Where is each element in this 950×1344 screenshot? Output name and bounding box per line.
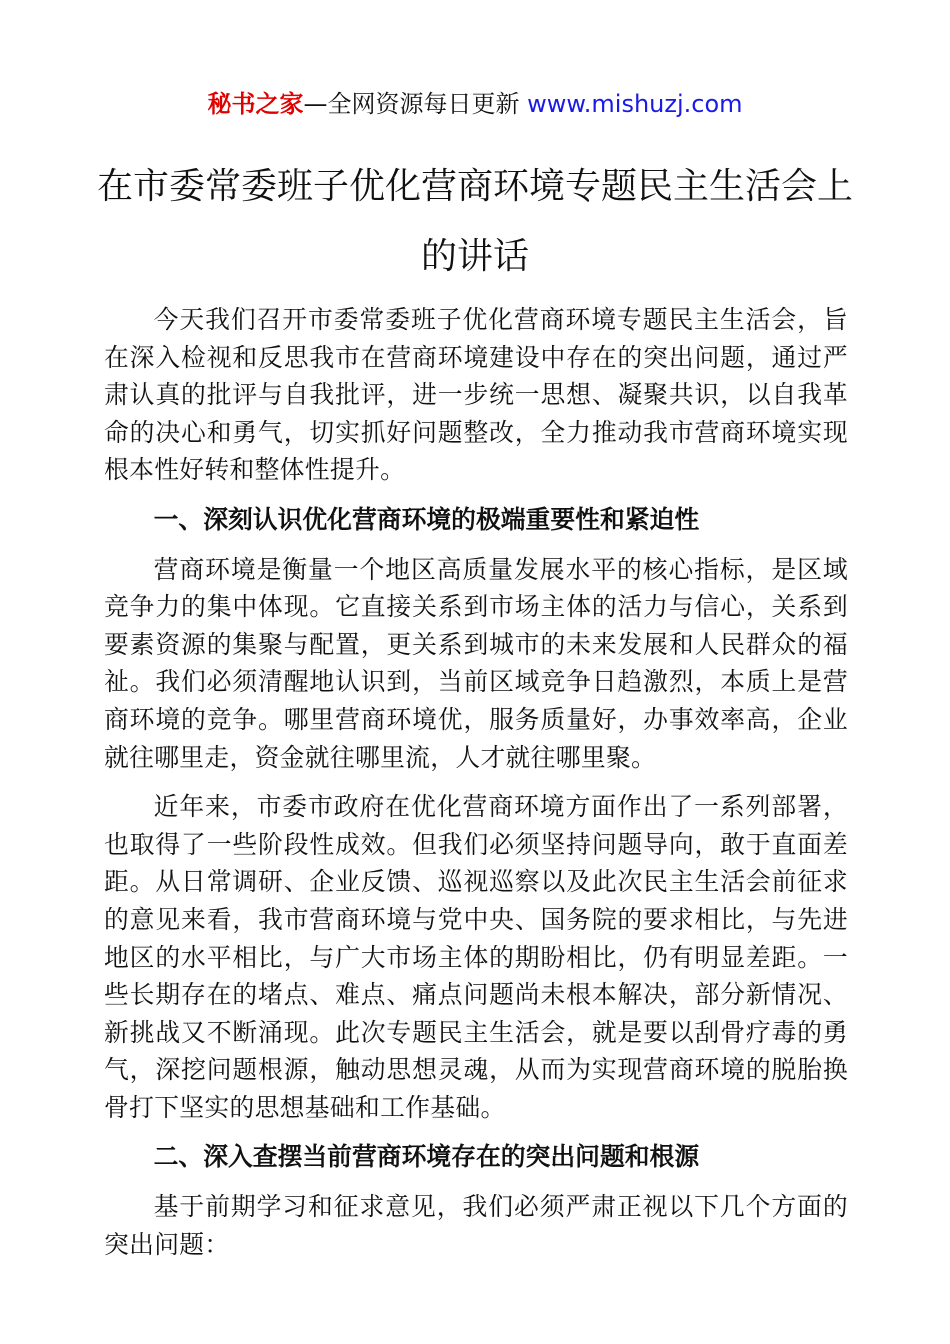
site-url-link[interactable]: www.mishuzj.com bbox=[527, 90, 743, 118]
document-title: 在市委常委班子优化营商环境专题民主生活会上的讲话 bbox=[96, 166, 853, 277]
site-name: 秘书之家 bbox=[207, 90, 304, 118]
intro-paragraph: 今天我们召开市委常委班子优化营商环境专题民主生活会，旨在深入检视和反思我市在营商环境建设中存在的突出问题，通过严肃认真的批评与自我批评，进一步统一思想、凝聚共识，以自我革命的决心和勇气，切实抓好问题整改，全力推动我市营商环境实现根本性好转和整体性提升。 bbox=[104, 305, 848, 485]
section2-paragraph-1: 基于前期学习和征求意见，我们必须严肃正视以下几个方面的突出问题： bbox=[104, 1192, 848, 1259]
section1-paragraph-1: 营商环境是衡量一个地区高质量发展水平的核心指标，是区域竞争力的集中体现。它直接关系到市场主体的活力与信心，关系到要素资源的集聚与配置，更关系到城市的未来发展和人民群众的福祉。我们必须清醒地认识到，当前区域竞争日趋激烈，本质上是营商环境的竞争。哪里营商环境优，服务质量好，办事效率高，企业就往哪里走，资金就往哪里流，人才就往哪里聚。 bbox=[104, 554, 848, 772]
section-heading-1: 一、深刻认识优化营商环境的极端重要性和紧迫性 bbox=[153, 504, 700, 534]
section-heading-2: 二、深入查摆当前营商环境存在的突出问题和根源 bbox=[153, 1142, 700, 1172]
site-header bbox=[0, 88, 950, 120]
section1-paragraph-2: 近年来，市委市政府在优化营商环境方面作出了一系列部署，也取得了一些阶段性成效。但我们必须坚持问题导向，敢于直面差距。从日常调研、企业反馈、巡视巡察以及此次民主生活会前征求的意见来看，我市营商环境与党中央、国务院的要求相比，与先进地区的水平相比，与广大市场主体的期盼相比，仍有明显差距。一些长期存在的堵点、难点、痛点问题尚未根本解决，部分新情况、新挑战又不断涌现。此次专题民主生活会，就是要以刮骨疗毒的勇气，深挖问题根源，触动思想灵魂，从而为实现营商环境的脱胎换骨打下坚实的思想基础和工作基础。 bbox=[104, 792, 848, 1122]
site-tagline: —全网资源每日更新 bbox=[303, 90, 528, 118]
document-body bbox=[104, 301, 848, 1275]
